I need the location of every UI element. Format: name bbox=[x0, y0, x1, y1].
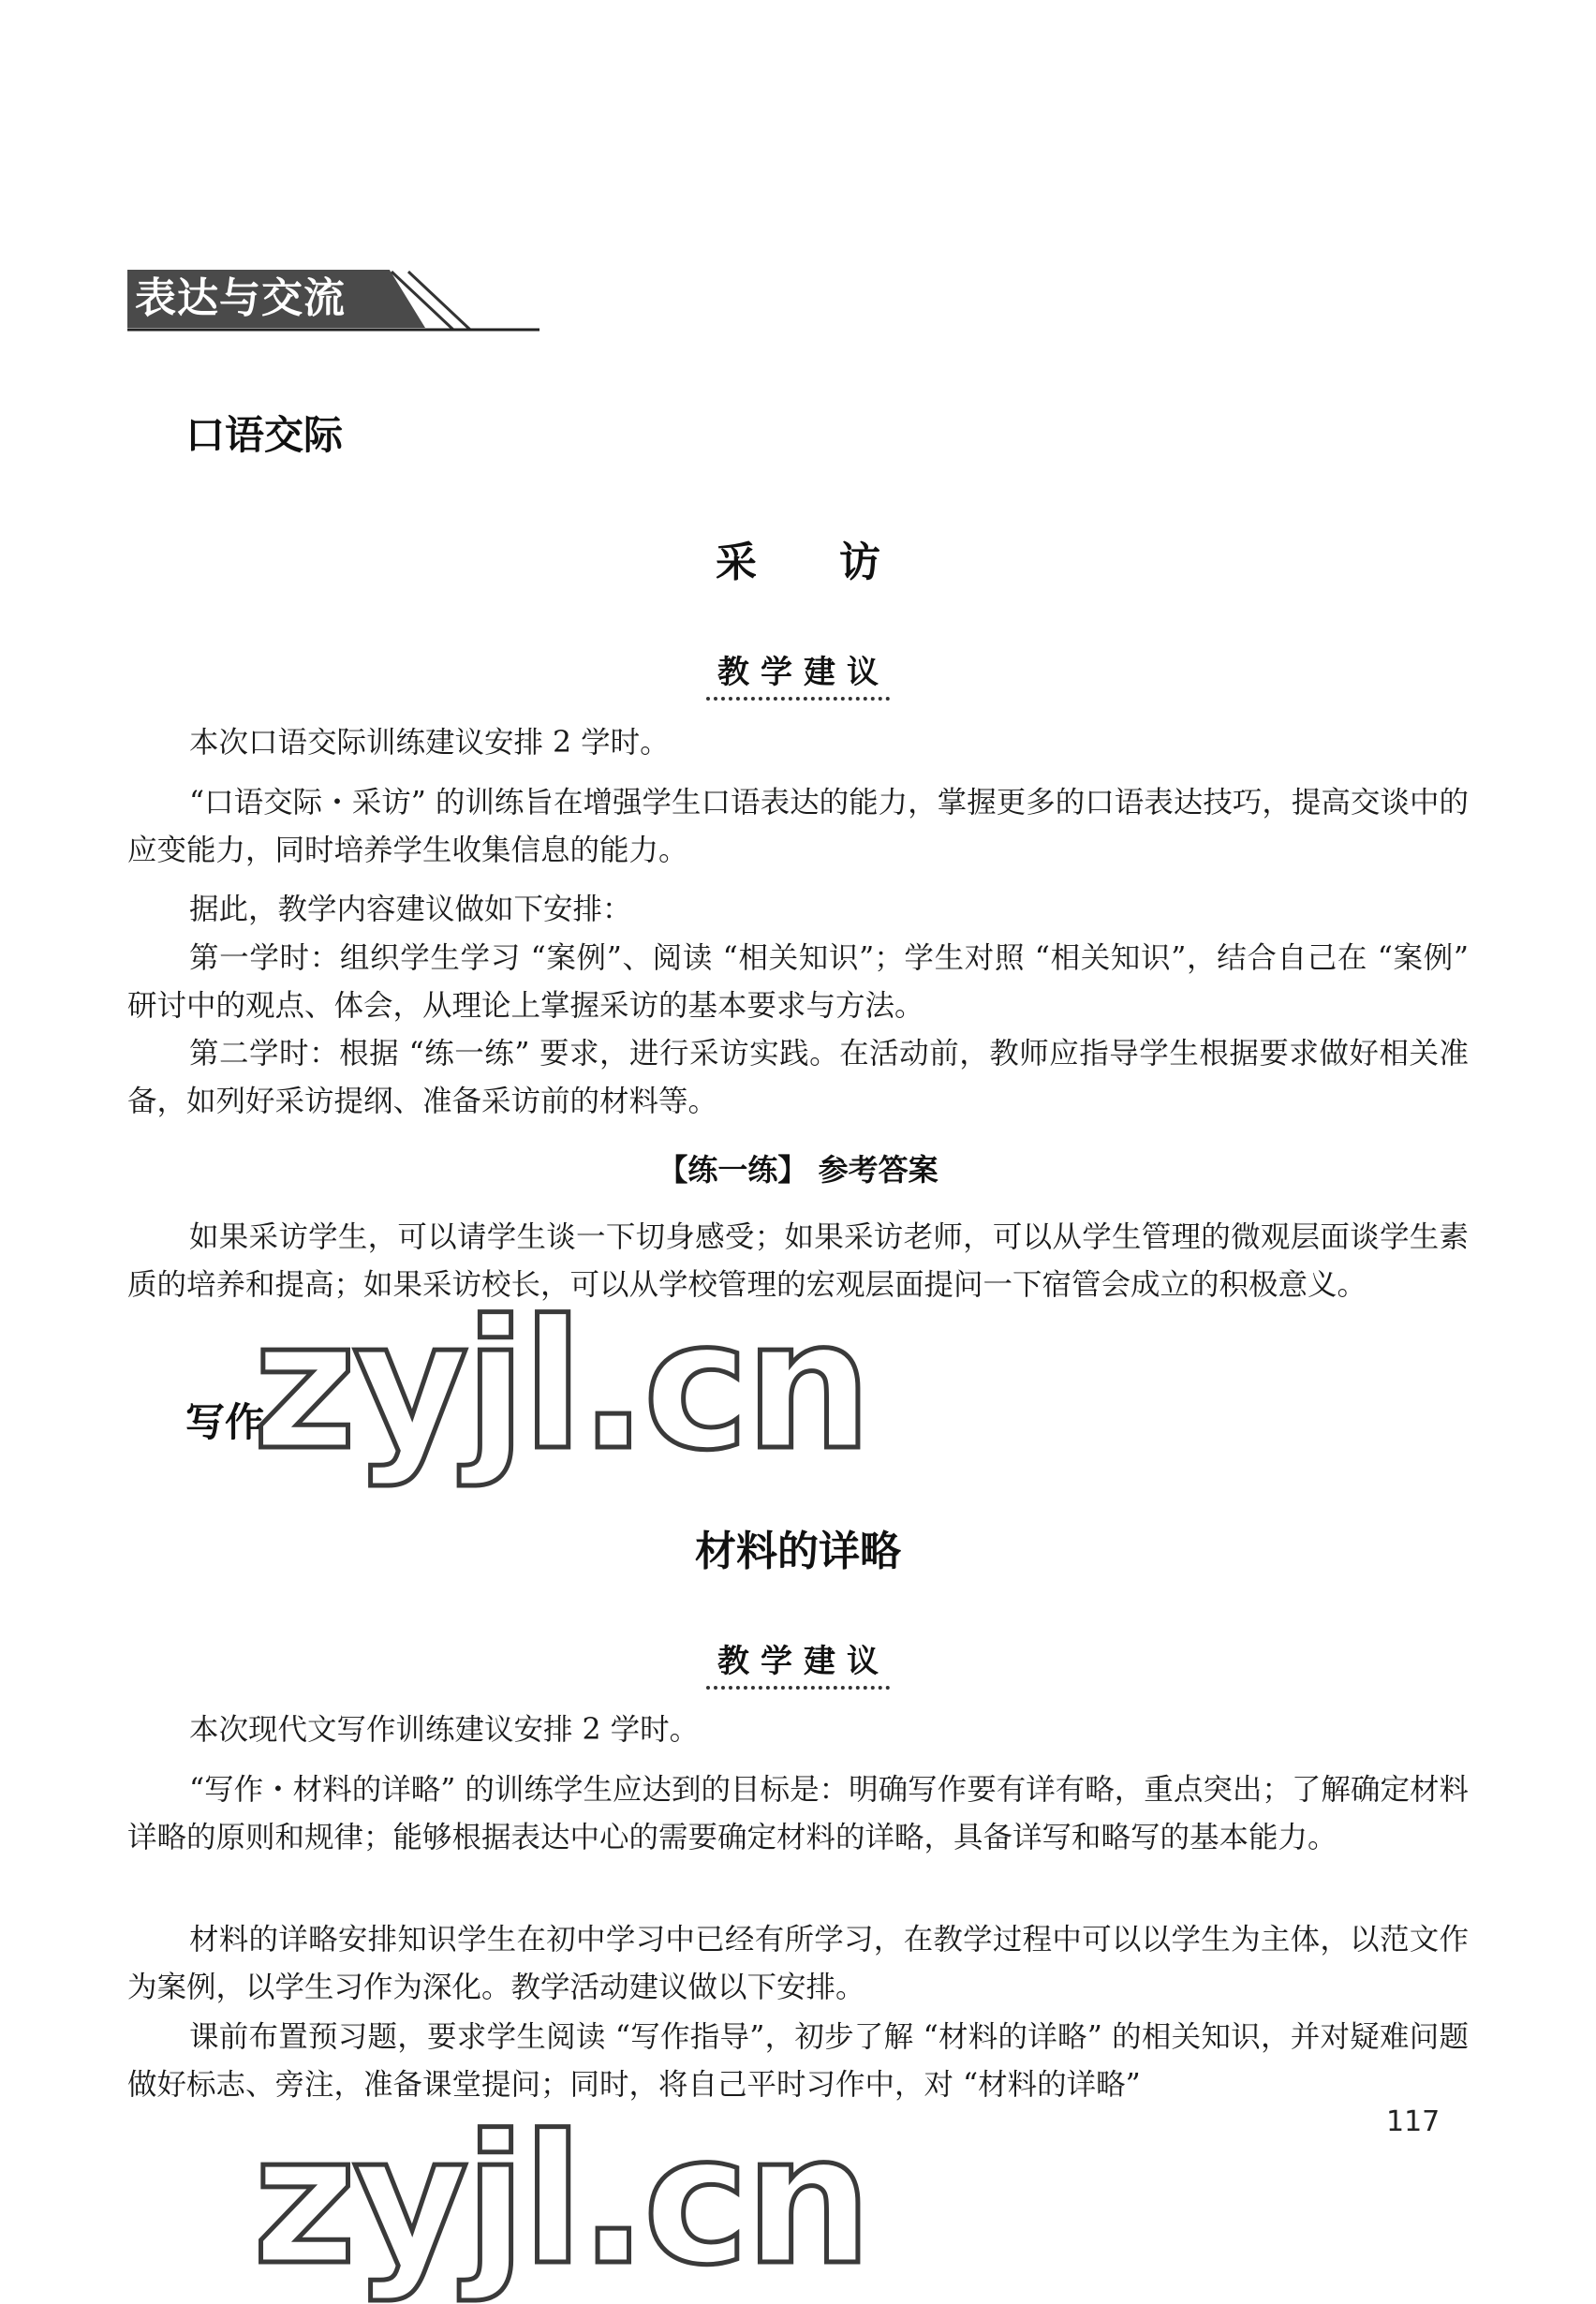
page-number: 117 bbox=[1386, 2105, 1441, 2138]
watermark: zyjl.cn bbox=[253, 1282, 868, 1489]
section-banner bbox=[127, 270, 539, 332]
article-title-interview: 采 访 bbox=[716, 539, 880, 586]
paragraph: “口语交际・采访” 的训练旨在增强学生口语表达的能力，掌握更多的口语表达技巧，提高交谈中的应变能力，同时培养学生收集信息的能力。 bbox=[127, 786, 1469, 867]
article-title-material: 材料的详略 bbox=[695, 1528, 901, 1575]
subheading-teaching-advice bbox=[0, 646, 1596, 692]
paragraph: 课前布置预习题，要求学生阅读 “写作指导”，初步了解 “材料的详略” 的相关知识，并对疑难问题做好标志、旁注，准备课堂提问；同时，将自己平时习作中，对 “材料的详略” bbox=[127, 2020, 1469, 2102]
watermark: zyjl.cn bbox=[253, 2097, 868, 2304]
paragraph: 据此，教学内容建议做如下安排： bbox=[189, 893, 632, 926]
paragraph: 材料的详略安排知识学生在初中学习中已经有所学习，在教学过程中可以以学生为主体，以范文作为案例，以学生习作为深化。教学活动建议做以下安排。 bbox=[127, 1923, 1469, 2004]
paragraph: 本次现代文写作训练建议安排 2 学时。 bbox=[189, 1713, 700, 1747]
paragraph: 第二学时：根据 “练一练” 要求，进行采访实践。在活动前，教师应指导学生根据要求做好相关准备，如列好采访提纲、准备采访前的材料等。 bbox=[127, 1037, 1469, 1118]
subheading-text: 教学建议 bbox=[706, 1643, 890, 1690]
answer-heading: 【练一练】 参考答案 bbox=[658, 1152, 938, 1188]
subheading-teaching-advice-2 bbox=[0, 1635, 1596, 1681]
answer-paragraph: 如果采访学生，可以请学生谈一下切身感受；如果采访老师，可以从学生管理的微观层面谈学生素质的培养和提高；如果采访校长，可以从学校管理的宏观层面提问一下宿管会成立的积极意义。 bbox=[127, 1220, 1469, 1302]
subheading-text: 教学建议 bbox=[706, 654, 890, 701]
banner-label: 表达与交流 bbox=[135, 274, 346, 322]
section-heading-writing: 写作 bbox=[185, 1399, 265, 1445]
paragraph: “写作・材料的详略” 的训练学生应达到的目标是：明确写作要有详有略，重点突出；了解确定材料详略的原则和规律；能够根据表达中心的需要确定材料的详略，具备详写和略写的基本能力。 bbox=[127, 1773, 1469, 1854]
section-heading-oral: 口语交际 bbox=[185, 412, 344, 458]
paragraph: 本次口语交际训练建议安排 2 学时。 bbox=[189, 726, 670, 760]
paragraph: 第一学时：组织学生学习 “案例”、阅读 “相关知识”；学生对照 “相关知识”，结合自己在 “案例” 研讨中的观点、体会，从理论上掌握采访的基本要求与方法。 bbox=[127, 941, 1469, 1023]
